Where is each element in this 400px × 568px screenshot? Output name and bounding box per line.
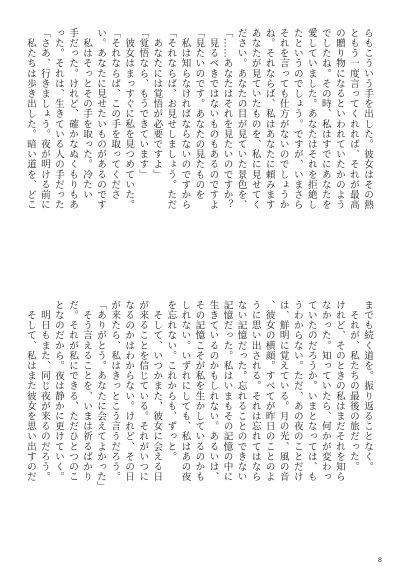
text-column: 私はそっとその手を取った。冷たい (81, 28, 93, 200)
text-column: なるのかはわからない。けれど、その日 (123, 300, 135, 482)
text-column: 「それならば、お見せしましょう。ただ (165, 28, 177, 210)
text-column: い。あなたに見せたいものがあるのです (95, 28, 107, 210)
text-column: 明日もまた、同じ夜が来るのだろう。 (38, 300, 50, 482)
text-column: となのだから。夜は静かに更けていく。 (52, 300, 64, 482)
text-column: そして、私はまた彼女を思い出すのだ (24, 300, 36, 482)
text-column: 「……あなたはそれを見たいのですか？ (221, 28, 233, 210)
text-column: が来たら、私はきっとこう言うだろう。 (109, 300, 121, 482)
text-column: ともう一度言ってくれれば、それが最高 (347, 28, 359, 210)
text-column: しれない。いずれにしても、私はあの夜 (179, 300, 191, 482)
text-column: たというのでしょう。ですが、いまさら (291, 28, 303, 210)
text-column: ね。それならば、私はあなたに頼みます (263, 28, 275, 210)
text-column: 見るべきではないものもあるのですよ (207, 28, 219, 210)
text-column: 生きているのかもしれない。あるいは、 (207, 300, 219, 482)
text-column: ださい。あなたの目が見ていた景色を、 (235, 28, 247, 210)
text-column: 「それならば、この手を取ってくださ (109, 28, 121, 200)
text-column: 彼女はまっすぐに私を見つめていた。 (123, 28, 135, 210)
text-column: それが、私たちの最後の旅だった。 (347, 300, 359, 472)
text-column: を忘れない。これからも、ずっと。 (165, 300, 177, 462)
text-column: うに思い出される。それは忘れてはなら (249, 300, 261, 482)
text-column: らもこういう手を出した。彼女はその熱 (362, 28, 373, 210)
text-column: の贈り物になるといわれていたかのよう (333, 28, 345, 210)
text-column: うわからない。ただ、あの夜のことだけ (291, 300, 303, 482)
text-column: それを言っても仕方がないのでしょうか (277, 28, 289, 210)
text-column: 「ありがとう。あなたに会えてよかった」 (95, 300, 107, 492)
text-column: ていたのだろうか。いまとなっては、も (305, 300, 317, 482)
text-column: そう言えることを、いまは祈るばかり (81, 300, 93, 482)
text-column: 私たちは歩き出した。暗い道を、どこ (24, 28, 36, 210)
text-block-bottom (14, 300, 374, 540)
text-column: 「さあ、行きましょう。夜が明ける前に (38, 28, 50, 210)
text-column: でしたね。その時、私はすでにあなたを (319, 28, 331, 210)
text-column: あなたが見ていたものを、私に見せてく (249, 28, 261, 210)
text-column: そして、いつかまた、彼女に会える日 (151, 300, 163, 482)
text-column: 「覚悟なら、もうできています」 (137, 28, 149, 180)
text-column: 私は知らなければならないのですから (179, 28, 191, 210)
text-column: った。それは、生きている人の手だった (52, 28, 64, 210)
text-column: 、彼女の横顔。すべてが昨日のことのよ (263, 300, 275, 482)
text-column: が来ることを信じている。それがいつに (137, 300, 149, 482)
text-column: ない記憶だった。忘れることのできない (235, 300, 247, 482)
text-column: 記憶だった。私はいまもその記憶の中に (221, 300, 233, 482)
page-number: 8 (377, 556, 382, 564)
text-column: 愛していました。あなたはそれを拒絶し (305, 28, 317, 210)
text-column: 「見たいのです。あなたの見たものを (193, 28, 205, 200)
text-column: その記憶こそが私を生かしているのかも (193, 300, 205, 482)
text-column: は、鮮明に覚えている。月の光、風の音 (277, 300, 289, 482)
text-column: 手だった。けれど、確かなぬくもりもあ (67, 28, 79, 210)
text-column: までも続く道を。振り返ることなく。 (362, 300, 373, 472)
text-column: だ。それが私にできる、ただひとつのこ (67, 300, 79, 482)
text-block-top (14, 28, 374, 290)
text-column: けれど、そのときの私はまだそれを知ら (333, 300, 345, 482)
text-column: あなたには覚悟が必要ですよ」 (151, 28, 163, 180)
text-column: なかった。知っていたら、何かが変わっ (319, 300, 331, 482)
